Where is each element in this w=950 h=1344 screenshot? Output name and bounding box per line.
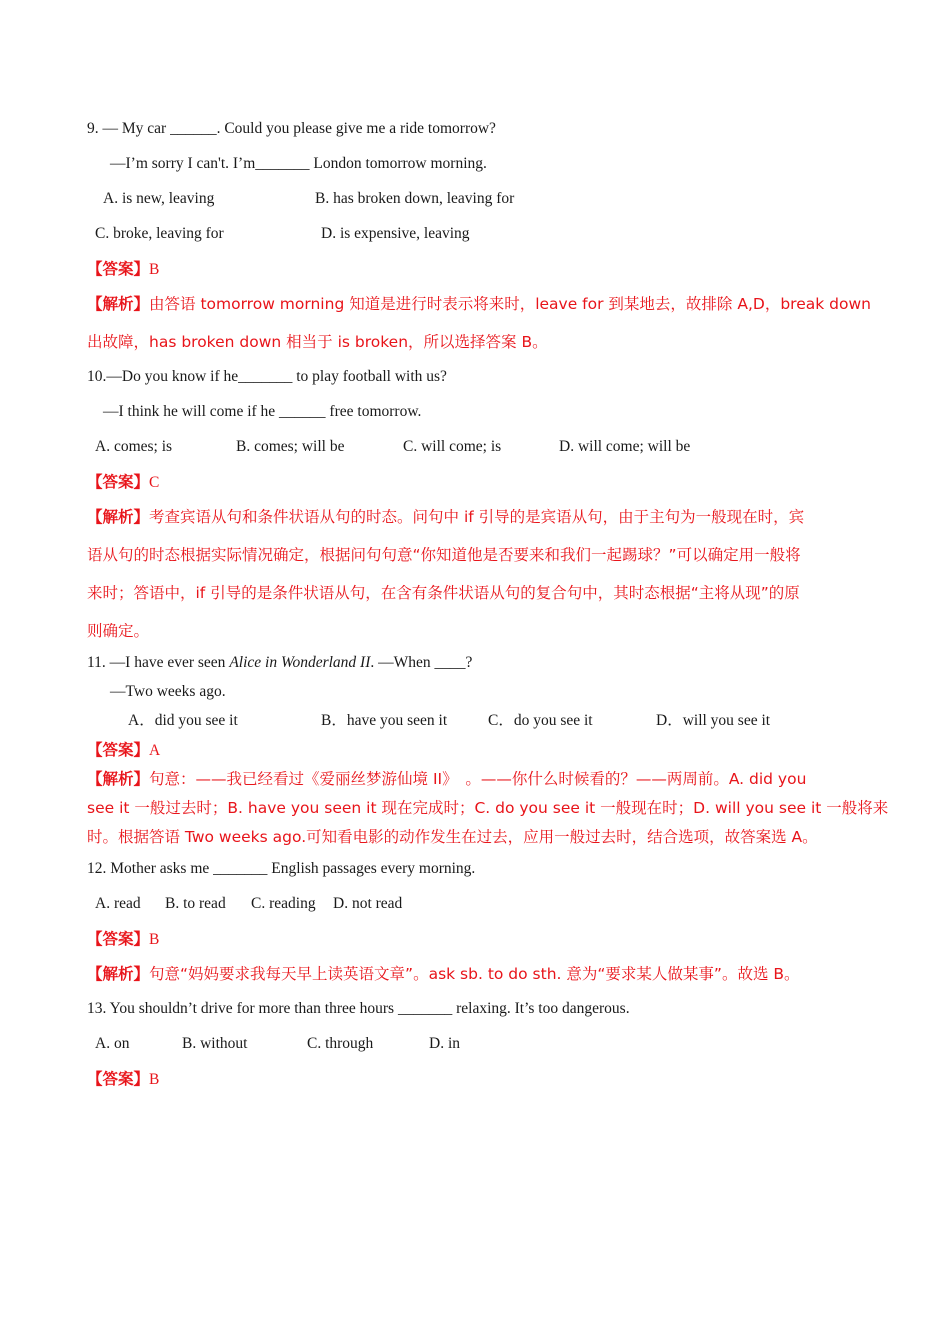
q10-option-c: C. will come; is: [403, 438, 502, 455]
q10-option-b: B. comes; will be: [236, 438, 345, 455]
answer-tag: 【答案】: [87, 930, 150, 948]
analysis-tag: 【解析】: [87, 508, 150, 526]
q9-answer: [87, 259, 159, 280]
q13-question: 13. You shouldn’t drive for more than three hours _______ relaxing. It’s too dangerous.: [87, 1000, 630, 1017]
answer-tag: 【答案】: [87, 473, 150, 491]
q12-question: 12. Mother asks me _______ English passages every morning.: [87, 860, 476, 877]
q9-option-d: D. is expensive, leaving: [321, 225, 470, 242]
q10-analysis-line-2: 语从句的时态根据实际情况确定，根据问句句意“你知道他是否要来和我们一起踢球？”可以确定用一般将: [87, 546, 801, 564]
q10-reply: —I think he will come if he ______ free tomorrow.: [103, 403, 422, 420]
q10-option-d: D. will come; will be: [559, 438, 691, 455]
q11-question: [87, 653, 472, 673]
answer-tag: 【答案】: [87, 260, 150, 278]
q9-option-b: B. has broken down, leaving for: [315, 190, 515, 207]
q12-option-c: C. reading: [251, 895, 316, 912]
q9-reply: —I’m sorry I can't. I’m_______ London tomorrow morning.: [110, 155, 487, 172]
q12-option-a: A. read: [95, 895, 141, 912]
q9-question: 9. — My car ______. Could you please give me a ride tomorrow?: [87, 120, 496, 137]
q11-option-a: A．did you see it: [128, 712, 238, 729]
q11-option-c: C．do you see it: [488, 712, 593, 729]
analysis-tag: 【解析】: [87, 770, 150, 788]
answer-tag: 【答案】: [87, 741, 150, 759]
q13-answer: [87, 1069, 159, 1090]
answer-value: A: [149, 742, 161, 759]
q13-option-d: D. in: [429, 1035, 460, 1052]
q11-analysis-line-3: 时。根据答语 Two weeks ago.可知看电影的动作发生在过去，应用一般过去时，结合选项，故答案选 A。: [87, 828, 818, 846]
q12-answer: [87, 929, 159, 950]
q12-option-b: B. to read: [165, 895, 226, 912]
q9-analysis-line-2: 出故障，has broken down 相当于 is broken，所以选择答案 B。: [87, 333, 548, 351]
q9-option-a: A. is new, leaving: [103, 190, 215, 207]
analysis-text: 句意“妈妈要求我每天早上读英语文章”。ask sb. to do sth. 意为“要求某人做某事”。故选 B。: [149, 965, 800, 983]
q10-analysis-line-4: 则确定。: [87, 622, 150, 640]
analysis-text: 句意：——我已经看过《爱丽丝梦游仙境 II》 。——你什么时候看的？——两周前。A. did you: [149, 770, 807, 788]
q13-option-a: A. on: [95, 1035, 130, 1052]
q11-question-suffix: . —When ____?: [370, 654, 473, 671]
analysis-tag: 【解析】: [87, 295, 150, 313]
answer-value: C: [149, 474, 160, 491]
analysis-text: 考查宾语从句和条件状语从句的时态。问句中 if 引导的是宾语从句，由于主句为一般现在时，宾: [149, 508, 805, 526]
analysis-tag: 【解析】: [87, 965, 150, 983]
q11-movie-title: Alice in Wonderland II: [229, 654, 371, 671]
analysis-text: 由答语 tomorrow morning 知道是进行时表示将来时，leave for 到某地去，故排除 A,D，break down: [149, 295, 871, 313]
answer-tag: 【答案】: [87, 1070, 150, 1088]
q12-analysis-line-1: [87, 964, 800, 984]
q11-question-prefix: 11. —I have ever seen: [87, 654, 230, 671]
q11-answer: [87, 740, 160, 761]
q9-analysis-line-1: [87, 294, 871, 314]
answer-value: B: [149, 931, 160, 948]
q13-option-b: B. without: [182, 1035, 248, 1052]
answer-value: B: [149, 1071, 160, 1088]
q10-analysis-line-1: [87, 507, 804, 527]
q11-option-b: B．have you seen it: [321, 712, 448, 729]
q10-answer: [87, 472, 159, 493]
answer-value: B: [149, 261, 160, 278]
q10-question: 10.—Do you know if he_______ to play football with us?: [87, 368, 447, 385]
q11-reply: —Two weeks ago.: [110, 683, 226, 700]
q10-option-a: A. comes; is: [95, 438, 173, 455]
q10-analysis-line-3: 来时；答语中，if 引导的是条件状语从句，在含有条件状语从句的复合句中，其时态根据“主将从现”的原: [87, 584, 800, 602]
q11-option-d: D．will you see it: [656, 712, 771, 729]
q9-option-c: C. broke, leaving for: [95, 225, 224, 242]
q11-analysis-line-1: [87, 769, 806, 789]
q11-analysis-line-2: see it 一般过去时；B. have you seen it 现在完成时；C. do you see it 一般现在时；D. will you see it 一般将来: [87, 799, 889, 817]
q13-option-c: C. through: [307, 1035, 374, 1052]
q12-option-d: D. not read: [333, 895, 403, 912]
